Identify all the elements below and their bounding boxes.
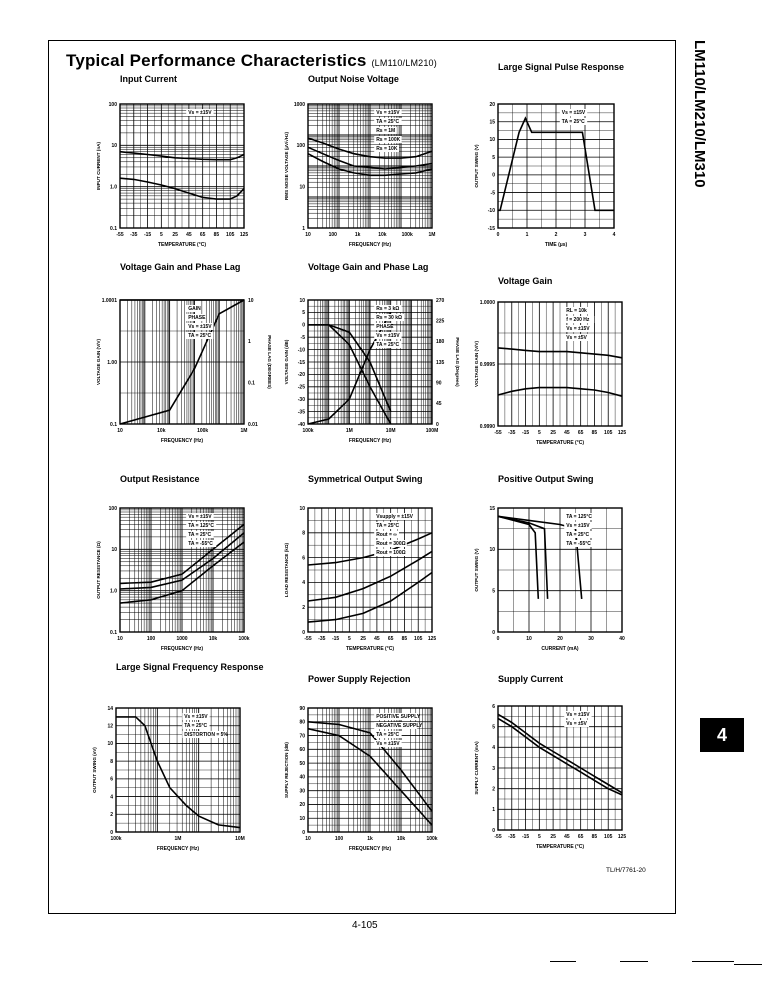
chart-annotation: Rout = 100Ω (376, 550, 406, 556)
chart-grid (308, 508, 432, 632)
x-tick-label: 65 (577, 834, 584, 840)
x-tick-label: 105 (604, 430, 613, 436)
y-tick-label: 10 (111, 143, 117, 150)
x-axis-label: TEMPERATURE (°C) (345, 646, 395, 652)
y-tick-label: 1.0 (110, 588, 117, 595)
x-tick-label: 45 (564, 834, 570, 840)
y-tick-label: -15 (487, 225, 495, 232)
chart-svg (272, 474, 462, 670)
chart-annotation: Rout = 300Ω (376, 541, 406, 547)
y-tick-label: 1 (492, 807, 495, 814)
x-axis-label: FREQUENCY (Hz) (348, 438, 392, 444)
chart-svg (462, 674, 652, 870)
x-tick-label: -15 (331, 636, 340, 642)
chart-svg (88, 262, 278, 458)
y-tick-label: 6 (302, 555, 305, 562)
y-tick-label: 10 (489, 547, 495, 554)
chart-annotation: DISTORTION = 5% (184, 732, 228, 738)
y-tick-label: 0 (302, 322, 305, 329)
y-axis-label: VOLTAGE GAIN (V/V) (474, 340, 479, 388)
chart-annotation: TA = 25°C (188, 532, 212, 538)
x-tick-label: -35 (508, 430, 516, 436)
chart-svg (462, 474, 652, 670)
x-tick-label: 100k (426, 836, 438, 842)
page-subtitle: (LM110/LM210) (371, 58, 437, 68)
page-number: 4-105 (352, 920, 378, 931)
chart-svg (272, 262, 462, 458)
chart-title: Symmetrical Output Swing (308, 474, 423, 484)
y-tick-label: 15 (489, 505, 495, 512)
chart-annotation: TA = 25°C (566, 532, 590, 538)
y-tick-label: 0.1 (110, 629, 117, 636)
y-tick-label: -25 (297, 384, 305, 391)
x-tick-label: 10k (396, 836, 406, 842)
x-tick-label: 1k (367, 836, 373, 842)
chart-annotation: GAIN (188, 306, 201, 312)
chart-annotation: Rs = 10K (376, 146, 398, 152)
chart-annotation: TA = 25°C (376, 523, 400, 529)
chart-voltage-gain-phase-lag-1 (88, 262, 278, 458)
y-tick-label: -40 (297, 421, 305, 428)
chart-title: Supply Current (498, 674, 564, 684)
chart-annotation: Vs = ±15V (566, 523, 590, 529)
chart-annotation: Vs = ±15V (376, 110, 400, 116)
x-tick-label: -15 (521, 834, 530, 840)
chart-annotation: Vs = ±15V (561, 110, 586, 116)
y-axis-label: VOLTAGE GAIN (dB) (284, 339, 289, 385)
x-tick-label: 5 (159, 232, 163, 238)
y-tick-label: -10 (297, 347, 305, 354)
y-tick-label: 0 (492, 629, 495, 636)
x-tick-label: 30 (588, 636, 594, 642)
y-tick-label: -20 (297, 372, 305, 379)
y-tick-label: 1000 (293, 101, 305, 108)
chart-annotation: TA = 25°C (188, 333, 212, 339)
side-title (690, 40, 708, 240)
chart-annotation: Vs = ±5V (566, 721, 587, 727)
chart-annotation: Vs = ±5V (566, 335, 587, 341)
y-tick-label: 8 (110, 758, 113, 765)
x-tick-label: 4 (612, 232, 616, 238)
y-tick-label: -15 (297, 359, 305, 366)
chart-svg (272, 674, 462, 870)
x-tick-label: 1000 (176, 636, 188, 642)
y-tick-label: 0.9995 (479, 361, 495, 368)
chart-supply-current (462, 674, 652, 870)
chart-annotation: PHASE (376, 324, 394, 330)
x-tick-label: 1k (354, 232, 361, 238)
chart-annotation: TA = -55°C (566, 541, 591, 547)
y-tick-label: 12 (107, 723, 113, 730)
x-axis-label: CURRENT (mA) (541, 646, 579, 652)
x-tick-label: 105 (226, 232, 235, 238)
x-axis-label: FREQUENCY (Hz) (348, 242, 392, 248)
y-tick-label: 4 (492, 745, 495, 752)
x-tick-label: 65 (199, 232, 206, 238)
y-axis-label: SUPPLY REJECTION (dB) (284, 742, 289, 798)
x-tick-label: 100k (302, 428, 314, 434)
y-tick-label: 10 (299, 297, 305, 304)
y2-tick-label: 1 (248, 339, 251, 346)
y-tick-label: 0 (492, 827, 495, 834)
y2-tick-label: 225 (436, 318, 445, 325)
y-tick-label: -5 (490, 190, 495, 197)
chart-output-resistance (88, 474, 278, 670)
footer-rule-1 (550, 961, 576, 962)
y-axis-label: OUTPUT SWING (V) (474, 548, 479, 592)
y-tick-label: 2 (492, 786, 495, 793)
chart-annotation: Vs = ±15V (566, 712, 590, 718)
y-tick-label: 15 (489, 119, 495, 126)
y-tick-label: 90 (299, 705, 305, 712)
chart-grid (120, 104, 244, 228)
chart-annotation: Vs = ±15V (376, 333, 400, 339)
x-tick-label: 0 (496, 232, 500, 238)
chart-annotation: Rs = 3 kΩ (376, 306, 400, 312)
y-tick-label: 0 (302, 829, 305, 836)
chart-annotation: TA = 25°C (376, 732, 400, 738)
y-axis-label: OUTPUT SWING (V) (474, 144, 479, 188)
x-tick-label: 10 (526, 636, 532, 642)
page-title-text: Typical Performance Characteristics (66, 51, 367, 70)
chart-annotation: TA = -55°C (188, 541, 213, 547)
chart-output-noise-voltage (272, 74, 462, 270)
x-tick-label: 125 (617, 834, 627, 840)
x-tick-label: -35 (130, 232, 138, 238)
x-tick-label: 1M (345, 428, 353, 434)
y-axis-label: SUPPLY CURRENT (mA) (474, 741, 479, 795)
x-tick-label: 100 (334, 836, 344, 842)
x-axis-label: FREQUENCY (Hz) (348, 846, 392, 852)
y-tick-label: 2 (302, 605, 305, 611)
y-tick-label: 40 (299, 774, 305, 781)
x-tick-label: 100k (238, 636, 250, 642)
x-tick-label: 5 (537, 834, 541, 840)
x-tick-label: 65 (387, 636, 394, 642)
section-tab: 4 (700, 718, 744, 752)
y-tick-label: 10 (299, 505, 305, 512)
chart-annotation: TA = 125°C (188, 523, 214, 529)
y-tick-label: 10 (107, 741, 113, 748)
chart-title: Voltage Gain and Phase Lag (308, 262, 429, 272)
y-tick-label: 100 (108, 505, 117, 512)
x-axis-label: TEMPERATURE (°C) (157, 242, 207, 248)
chart-title: Output Noise Voltage (308, 74, 399, 84)
chart-power-supply-rejection (272, 674, 462, 870)
x-tick-label: 1M (240, 428, 248, 434)
page-title (66, 51, 437, 71)
x-tick-label: 85 (591, 834, 598, 840)
y-tick-label: 60 (299, 747, 305, 754)
y-tick-label: 8 (302, 530, 305, 537)
chart-annotation: Vs = ±15V (188, 514, 212, 520)
chart-voltage-gain (462, 276, 652, 472)
chart-title: Power Supply Rejection (308, 674, 411, 684)
y-tick-label: 1.0001 (101, 297, 117, 304)
x-tick-label: 5 (347, 636, 351, 642)
x-tick-label: 25 (172, 232, 178, 238)
y-tick-label: 6 (110, 776, 113, 783)
x-axis-label: TIME (µs) (544, 242, 568, 248)
y2-tick-label: 270 (436, 297, 445, 304)
chart-grid (120, 508, 244, 632)
y-tick-label: 0.9990 (479, 423, 495, 430)
x-axis-label: TEMPERATURE (°C) (535, 844, 585, 850)
x-tick-label: 5 (537, 430, 541, 436)
y-tick-label: 100 (108, 101, 117, 108)
chart-grid (498, 302, 622, 426)
chart-annotation: Rout = ∞ (376, 532, 397, 538)
x-tick-label: 25 (360, 636, 366, 642)
x-tick-label: 1M (174, 836, 182, 842)
y-tick-label: -35 (297, 409, 305, 416)
chart-svg (88, 662, 278, 858)
footer-rule-2 (620, 961, 648, 962)
x-tick-label: 10 (305, 836, 311, 842)
x-tick-label: 10 (117, 636, 123, 642)
chart-grid (498, 706, 622, 830)
x-tick-label: 10 (305, 232, 311, 238)
y-tick-label: 0 (110, 829, 113, 836)
x-tick-label: 100k (110, 836, 122, 842)
y-tick-label: 3 (492, 765, 495, 772)
y-tick-label: 4 (302, 580, 305, 587)
y-axis-label: OUTPUT RESISTANCE (Ω) (96, 541, 101, 599)
y-axis-label: RMS NOISE VOLTAGE (µV/√Hz) (284, 131, 289, 201)
x-tick-label: 105 (604, 834, 613, 840)
y-tick-label: 20 (489, 101, 495, 108)
y-tick-label: 6 (492, 703, 495, 710)
x-tick-label: 85 (591, 430, 598, 436)
x-tick-label: 10k (208, 636, 218, 642)
y-tick-label: 100 (296, 143, 305, 150)
chart-annotation: Rs = 100K (376, 137, 401, 143)
chart-annotation: Vs = ±15V (376, 741, 400, 747)
chart-title: Input Current (120, 74, 177, 84)
x-tick-label: 85 (213, 232, 220, 238)
y-tick-label: 30 (299, 788, 305, 795)
chart-annotation: Vsupply = ±15V (376, 514, 413, 520)
y-tick-label: 5 (492, 724, 495, 731)
y-tick-label: 1 (302, 225, 305, 232)
chart-annotation: Vs = ±15V (188, 110, 212, 116)
y-tick-label: 14 (107, 705, 113, 712)
chart-annotation: TA = 25°C (184, 723, 208, 729)
chart-large-signal-frequency-response (88, 662, 278, 858)
chart-title: Voltage Gain and Phase Lag (120, 262, 241, 272)
chart-svg (88, 474, 278, 670)
y-tick-label: 0 (302, 629, 305, 636)
x-axis-label: FREQUENCY (Hz) (156, 846, 200, 852)
x-tick-label: 25 (550, 834, 556, 840)
chart-grid (498, 508, 622, 632)
y-tick-label: 5 (492, 588, 495, 595)
y-tick-label: 1.00 (107, 359, 117, 366)
x-tick-label: 0 (496, 636, 500, 642)
y2-tick-label: 0 (436, 421, 439, 428)
y2-axis-label: PHASE LAG (DEGREES) (267, 335, 272, 389)
chart-grid (120, 300, 244, 424)
y-tick-label: 0.1 (110, 225, 117, 232)
chart-annotation: TA = 25°C (376, 119, 400, 125)
y-tick-label: 50 (299, 760, 305, 767)
x-tick-label: 85 (401, 636, 408, 642)
x-tick-label: 100 (146, 636, 156, 642)
chart-annotation: TA = 25°C (376, 342, 400, 348)
x-tick-label: -55 (304, 636, 312, 642)
chart-svg (272, 74, 462, 270)
chart-svg (88, 74, 278, 270)
chart-annotation: Vs = ±15V (566, 326, 590, 332)
x-tick-label: 3 (583, 232, 587, 238)
chart-annotation: Rs = 1M (376, 128, 396, 134)
y2-tick-label: 45 (436, 401, 442, 408)
chart-title: Large Signal Pulse Response (498, 62, 625, 72)
y-tick-label: 5 (492, 154, 495, 161)
chart-voltage-gain-phase-lag-2 (272, 262, 462, 458)
x-tick-label: 10M (385, 428, 396, 434)
chart-large-signal-pulse (462, 62, 652, 258)
chart-title: Large Signal Frequency Response (116, 662, 264, 672)
x-tick-label: 10k (378, 232, 387, 238)
x-tick-label: 20 (557, 636, 563, 642)
x-tick-label: -35 (508, 834, 516, 840)
x-axis-label: FREQUENCY (Hz) (160, 646, 204, 652)
document-code: TL/H/7761-20 (606, 867, 646, 874)
chart-symmetrical-output-swing (272, 474, 462, 670)
x-tick-label: -15 (521, 430, 530, 436)
chart-positive-output-swing (462, 474, 652, 670)
x-tick-label: 125 (239, 232, 249, 238)
x-tick-label: -35 (318, 636, 326, 642)
y-axis-label: VOLTAGE GAIN (V/V) (96, 338, 101, 386)
y2-tick-label: 0.1 (248, 380, 255, 387)
x-tick-label: 45 (374, 636, 380, 642)
x-tick-label: 45 (186, 232, 192, 238)
y-tick-label: 0.1 (110, 421, 117, 428)
x-tick-label: 10M (235, 836, 245, 842)
x-axis-label: FREQUENCY (Hz) (160, 438, 204, 444)
x-axis-label: TEMPERATURE (°C) (535, 440, 585, 446)
x-tick-label: -55 (116, 232, 124, 238)
y-tick-label: 10 (111, 547, 117, 554)
x-tick-label: 1 (525, 232, 529, 238)
x-tick-label: 1M (428, 232, 436, 238)
y-tick-label: 1.0000 (479, 299, 495, 306)
y-tick-label: 2 (110, 812, 113, 819)
chart-annotation: Vs = ±15V (184, 714, 208, 720)
y-axis-label: INPUT CURRENT (nA) (96, 142, 101, 190)
chart-grid (116, 708, 240, 832)
x-tick-label: 40 (619, 636, 625, 642)
x-tick-label: 25 (550, 430, 556, 436)
chart-svg (462, 62, 652, 258)
x-tick-label: 105 (414, 636, 423, 642)
y2-tick-label: 90 (436, 380, 442, 387)
y-axis-label: OUTPUT SWING (±V) (92, 747, 97, 793)
x-tick-label: 10k (157, 428, 166, 434)
chart-annotation: POSITIVE SUPPLY (376, 714, 421, 720)
x-tick-label: 100k (197, 428, 209, 434)
x-tick-label: 125 (617, 430, 627, 436)
chart-annotation: PHASE (188, 315, 206, 321)
x-tick-label: -55 (494, 430, 502, 436)
chart-svg (462, 276, 652, 472)
chart-grid (498, 104, 614, 228)
y2-tick-label: 0.01 (248, 421, 258, 428)
x-tick-label: -55 (494, 834, 502, 840)
footer-rule-4 (734, 964, 762, 965)
y-tick-label: 20 (299, 802, 305, 809)
y-tick-label: 10 (489, 137, 495, 144)
y2-tick-label: 180 (436, 339, 445, 346)
chart-annotation: Vs = ±15V (188, 324, 212, 330)
y-tick-label: 10 (299, 816, 305, 823)
y2-tick-label: 10 (248, 297, 254, 304)
chart-annotation: TA = 25°C (561, 119, 585, 125)
x-tick-label: 100k (401, 232, 413, 238)
chart-annotation: TA = 125°C (566, 514, 592, 520)
y-tick-label: 5 (302, 310, 305, 317)
x-tick-label: 45 (564, 430, 570, 436)
y-tick-label: 10 (299, 184, 305, 191)
y-tick-label: 0 (492, 172, 495, 179)
y-tick-label: -10 (487, 208, 495, 215)
chart-annotation: f = 200 Hz (566, 317, 590, 323)
y-tick-label: -30 (297, 397, 305, 403)
y-tick-label: 70 (299, 733, 305, 740)
x-tick-label: 100 (328, 232, 337, 238)
chart-input-current (88, 74, 278, 270)
x-tick-label: 2 (554, 232, 558, 238)
x-tick-label: -15 (143, 232, 152, 238)
chart-title: Output Resistance (120, 474, 200, 484)
y-tick-label: -5 (300, 335, 305, 341)
chart-title: Positive Output Swing (498, 474, 594, 484)
chart-annotation: RL = 10k (566, 308, 587, 314)
y2-tick-label: 135 (436, 359, 445, 366)
x-tick-label: 125 (427, 636, 437, 642)
side-title-text: LM110/LM210/LM310 (691, 40, 708, 188)
y-axis-label: LOAD RESISTANCE (kΩ) (284, 542, 289, 598)
x-tick-label: 10 (117, 428, 123, 434)
chart-title: Voltage Gain (498, 276, 553, 286)
chart-annotation: Rs = 30 kΩ (376, 315, 403, 321)
y-tick-label: 4 (110, 794, 113, 801)
x-tick-label: 65 (577, 430, 584, 436)
y-tick-label: 1.0 (110, 184, 117, 191)
y-tick-label: 80 (299, 719, 305, 726)
chart-annotation: NEGATIVE SUPPLY (376, 723, 423, 729)
x-tick-label: 100M (425, 428, 439, 434)
y2-axis-label: PHASE LAG (Degrees) (455, 337, 460, 387)
footer-rule-3 (692, 961, 734, 962)
